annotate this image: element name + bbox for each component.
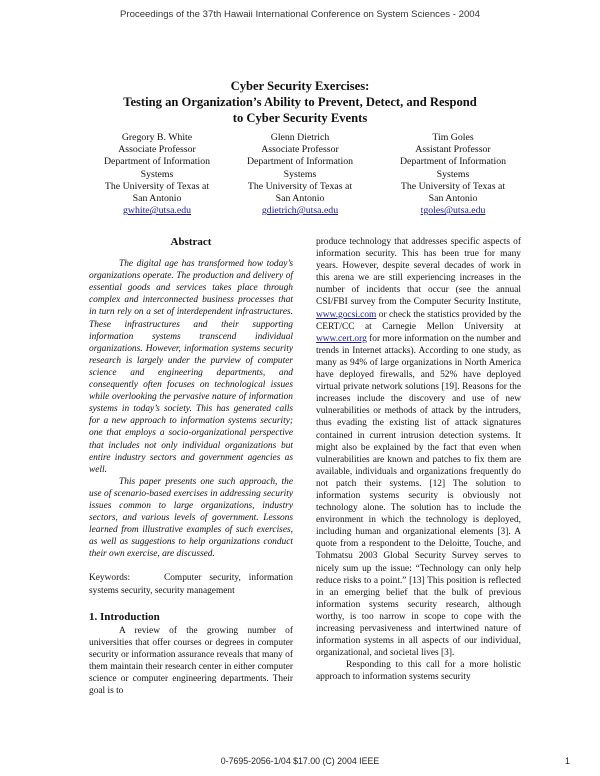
abstract-paragraph-2: This paper presents one such approach, the use of scenario-based exercises in addressing security issues common to large organizations, industry sectors, and various levels of government. Lessons learned from illustrative examples of such exercises, as well as suggestions to help organizations conduct their own exercise, are discussed. — [89, 476, 293, 560]
author-name: Glenn Dietrich — [270, 132, 330, 143]
author-university: The University of Texas at — [247, 180, 353, 192]
author-department-cont: Systems — [283, 168, 317, 180]
footer-copyright: 0-7695-2056-1/04 $17.00 (C) 2004 IEEE — [220, 756, 380, 766]
author-university: The University of Texas at — [400, 180, 506, 192]
keywords — [89, 572, 293, 596]
author-position: Assistant Professor — [415, 144, 491, 156]
left-column — [89, 236, 293, 697]
body-text: or check the statistics provided by the CERT/CC at Carnegie Mellon University at — [316, 309, 521, 332]
abstract-paragraph-1: The digital age has transformed how today’s organizations operate. The production and delivery of essential goods and services takes place through complex and interconnected business processes that in turn rely on a set of interdependent infrastructures. These infrastructures and their supporting information systems transcend individual organizations. However, information systems security research is largely under the purview of computer science and engineering departments, and consequently often focuses on technological issues while overlooking the pervasive nature of information systems in today’s society. This has generated calls for a new approach to information systems security; one that employs a socio-organizational perspective that includes not only individual organizations but entire industry sectors and government agencies as well. — [89, 259, 293, 475]
paper-title — [60, 78, 540, 126]
title-line-1: Cyber Security Exercises: — [230, 79, 370, 93]
introduction-paragraph-1: A review of the growing number of universities that offer courses or degrees in computer security or information assurance reveals that many of them maintain their research center in either computer science or computer engineering departments. Their goal is to — [89, 625, 293, 697]
body-text: for more information on the number and trends in Internet attacks). According to one study, as many as 94% of large organizations in North America have deployed firewalls, and 52% have deployed virtual private network solutions [19]. Reasons for the increases include the discovery and use of new vulnerabilities or methods of attack by the intruders, thus evading the existing list of attack signatures contained in current intrusion detection systems. It might also be explained by the fact that even when vulnerabilities are known and patches to fix them are available, individuals and organizations frequently do not patch their systems. [12] The solution to information systems security is obviously not technology alone. The solution has to include the environment in which the technology is deployed, including human and organizational elements [3]. A quote from a respondent to the Deloitte, Touche, and Tohmatsu 2003 Global Security Survey serves to nicely sum up the issue: “Technology can only help reduce risks to a point.” [13] This position is reflected in an emerging belief that the bulk of previous information systems security research, although worthy, is too narrow in scope to cope with the increasing pervasiveness and intertwined nature of information systems in all aspects of our individual, organizational, and societal lives [3]. — [316, 333, 521, 659]
author-position: Associate Professor — [261, 144, 339, 156]
running-header: Proceedings of the 37th Hawaii International Conference on System Sciences - 2004 — [120, 9, 480, 20]
abstract-heading: Abstract — [170, 236, 212, 248]
author-department-cont: Systems — [436, 168, 470, 180]
author-block-dietrich — [225, 132, 375, 217]
keywords-text: Computer security, information systems security, security management — [89, 573, 293, 596]
author-university-cont: San Antonio — [275, 193, 325, 205]
author-university-cont: San Antonio — [132, 193, 182, 205]
title-line-3: to Cyber Security Events — [232, 111, 368, 125]
page-number: 1 — [565, 756, 570, 766]
keywords-label: Keywords: — [89, 573, 131, 584]
author-department: Department of Information — [399, 156, 507, 168]
right-column — [316, 236, 521, 683]
author-email-link[interactable]: tgoles@utsa.edu — [420, 205, 486, 217]
author-block-white — [82, 132, 232, 217]
author-position: Associate Professor — [118, 144, 196, 156]
body-paragraph-1 — [316, 236, 521, 659]
author-department-cont: Systems — [140, 168, 174, 180]
author-email-link[interactable]: gwhite@utsa.edu — [122, 205, 192, 217]
body-paragraph-2: Responding to this call for a more holistic approach to information systems security — [316, 660, 521, 683]
author-block-goles — [378, 132, 528, 217]
gocsi-link[interactable]: www.gocsi.com — [316, 309, 377, 320]
author-department: Department of Information — [103, 156, 211, 168]
cert-link[interactable]: www.cert.org — [316, 333, 367, 344]
author-university: The University of Texas at — [104, 180, 210, 192]
author-email-link[interactable]: gdietrich@utsa.edu — [261, 205, 339, 217]
title-line-2: Testing an Organization’s Ability to Prevent, Detect, and Respond — [123, 95, 477, 109]
body-text: produce technology that addresses specific aspects of information security. This has been true for many years. However, despite several decades of work in this arena we are still experiencing increases in the number of incidents that occur (see the annual CSI/FBI survey from the Computer Security Institute, — [316, 237, 521, 308]
author-department: Department of Information — [246, 156, 354, 168]
author-name: Tim Goles — [432, 132, 474, 143]
section-heading-introduction: 1. Introduction — [89, 610, 160, 623]
author-university-cont: San Antonio — [428, 193, 478, 205]
author-name: Gregory B. White — [121, 132, 193, 143]
